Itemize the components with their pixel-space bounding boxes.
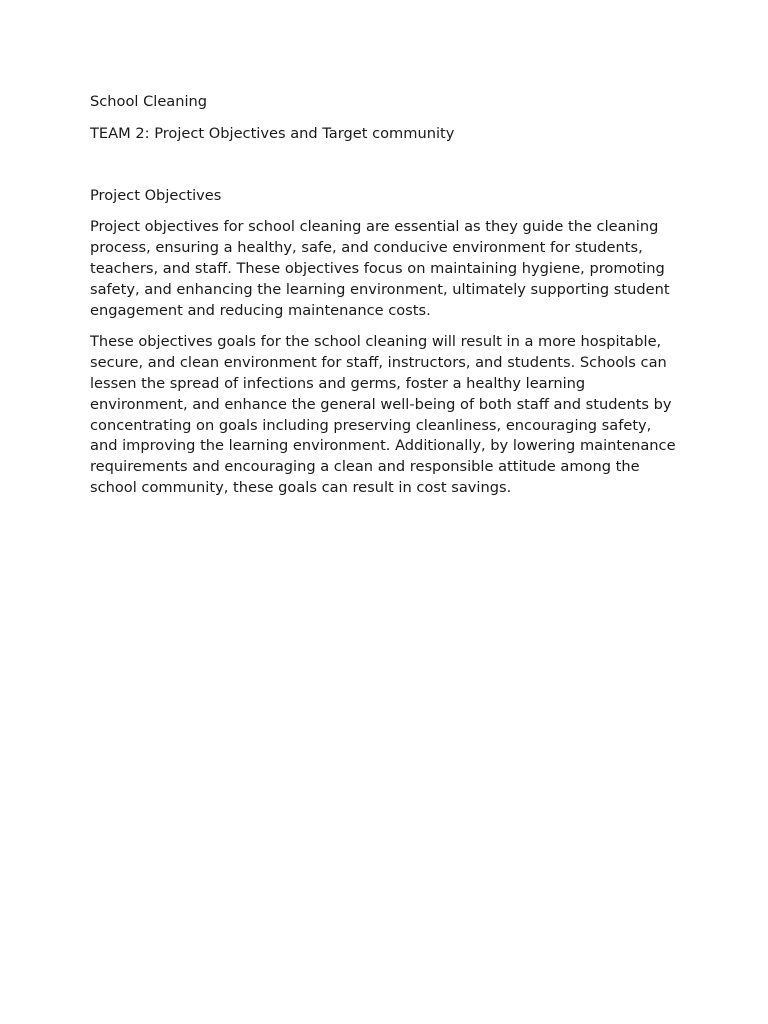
document-page xyxy=(90,92,682,510)
team-heading: TEAM 2: Project Objectives and Target community xyxy=(90,124,455,142)
document-title: School Cleaning xyxy=(90,93,208,110)
section-heading: Project Objectives xyxy=(90,186,222,204)
paragraph-2: These objectives goals for the school cleaning will result in a more hospitable, secure, and clean environment for staff, instructors, and students. Schools can lessen the spread of infections and germs, foster a healthy learning environment, and enhance the general well-being of both staff and students by concentrating on goals including preserving cleanliness, encouraging safety, and improving the learning environment. Additionally, by lowering maintenance requirements and encouraging a clean and responsible attitude among the school community, these goals can result in cost savings. xyxy=(90,333,676,496)
paragraph-1: Project objectives for school cleaning are essential as they guide the cleaning process, ensuring a healthy, safe, and conducive environment for students, teachers, and staff. These objectives focus on maintaining hygiene, promoting safety, and enhancing the learning environment, ultimately supporting student engagement and reducing maintenance costs. xyxy=(90,218,670,319)
